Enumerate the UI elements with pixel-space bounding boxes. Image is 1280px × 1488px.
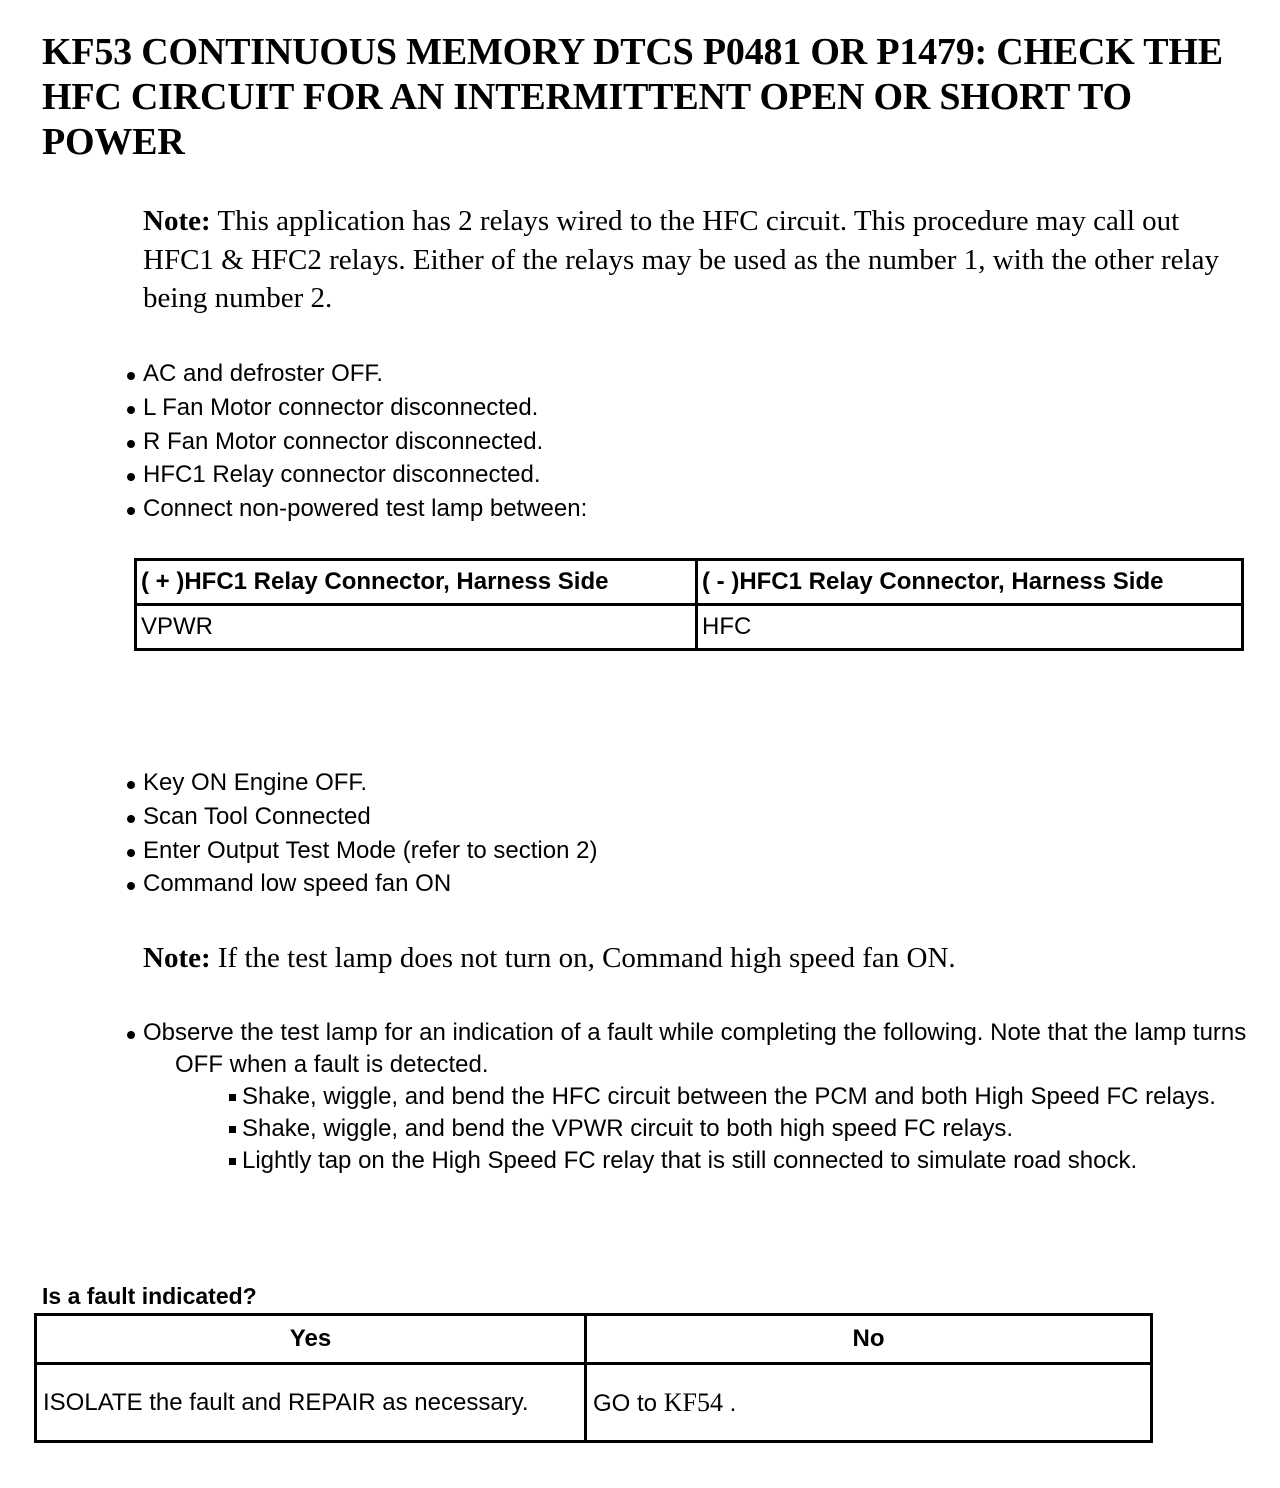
- list-item: R Fan Motor connector disconnected.: [124, 425, 587, 459]
- note-relays: [143, 202, 1253, 318]
- no-action: [586, 1364, 1152, 1442]
- list-item: Key ON Engine OFF.: [124, 766, 597, 800]
- yes-action: ISOLATE the fault and REPAIR as necessary.: [36, 1364, 586, 1442]
- sub-list-item: Shake, wiggle, and bend the VPWR circuit to both high speed FC relays.: [227, 1113, 1254, 1145]
- page-title: KF53 CONTINUOUS MEMORY DTCS P0481 OR P1479: CHECK THE HFC CIRCUIT FOR AN INTERMITTENT OPEN OR SHORT TO POWER: [42, 31, 1223, 163]
- question-label: Is a fault indicated?: [42, 1283, 257, 1309]
- goto-prefix: GO to: [593, 1389, 658, 1417]
- observe-text: Observe the test lamp for an indication of a fault while completing the following. Note that the lamp turns OFF when a fault is detected.: [143, 1019, 1247, 1078]
- note-text: If the test lamp does not turn on, Command high speed fan ON.: [217, 942, 956, 974]
- header-yes: Yes: [36, 1315, 586, 1364]
- note-label: Note:: [143, 942, 211, 974]
- list-item: Connect non-powered test lamp between:: [124, 492, 587, 526]
- sub-list-item: Lightly tap on the High Speed FC relay that is still connected to simulate road shock.: [227, 1145, 1254, 1177]
- table-row: [36, 1364, 1152, 1442]
- cell-negative: HFC: [697, 605, 1243, 650]
- note-label: Note:: [143, 205, 211, 237]
- list-item: HFC1 Relay connector disconnected.: [124, 458, 587, 492]
- list-item: L Fan Motor connector disconnected.: [124, 391, 587, 425]
- connector-table: [134, 558, 1244, 651]
- table-header-row: [136, 560, 1243, 605]
- observe-step: [124, 1017, 1254, 1177]
- header-no: No: [586, 1315, 1152, 1364]
- observe-sub-steps: [124, 1081, 1254, 1177]
- sub-list-item: Shake, wiggle, and bend the HFC circuit between the PCM and both High Speed FC relays.: [227, 1081, 1254, 1113]
- list-item: Scan Tool Connected: [124, 800, 597, 834]
- test-steps-list: [124, 766, 597, 901]
- list-item: Command low speed fan ON: [124, 867, 597, 901]
- header-negative: ( - )HFC1 Relay Connector, Harness Side: [697, 560, 1243, 605]
- table-row: [136, 605, 1243, 650]
- cell-positive: VPWR: [136, 605, 697, 650]
- goto-kf54-link[interactable]: KF54: [663, 1387, 723, 1417]
- header-positive: ( + )HFC1 Relay Connector, Harness Side: [136, 560, 697, 605]
- decision-table: [34, 1313, 1153, 1443]
- goto-suffix: .: [729, 1389, 737, 1417]
- setup-steps-list: [124, 357, 587, 526]
- note-high-speed: [143, 939, 1243, 978]
- table-header-row: [36, 1315, 1152, 1364]
- note-text: This application has 2 relays wired to the HFC circuit. This procedure may call out HFC1 & HFC2 relays. Either of the relays may be used as the number 1, with the other relay being number 2.: [143, 205, 1219, 314]
- list-item: Enter Output Test Mode (refer to section 2): [124, 834, 597, 868]
- observe-item: [124, 1017, 1254, 1081]
- list-item: AC and defroster OFF.: [124, 357, 587, 391]
